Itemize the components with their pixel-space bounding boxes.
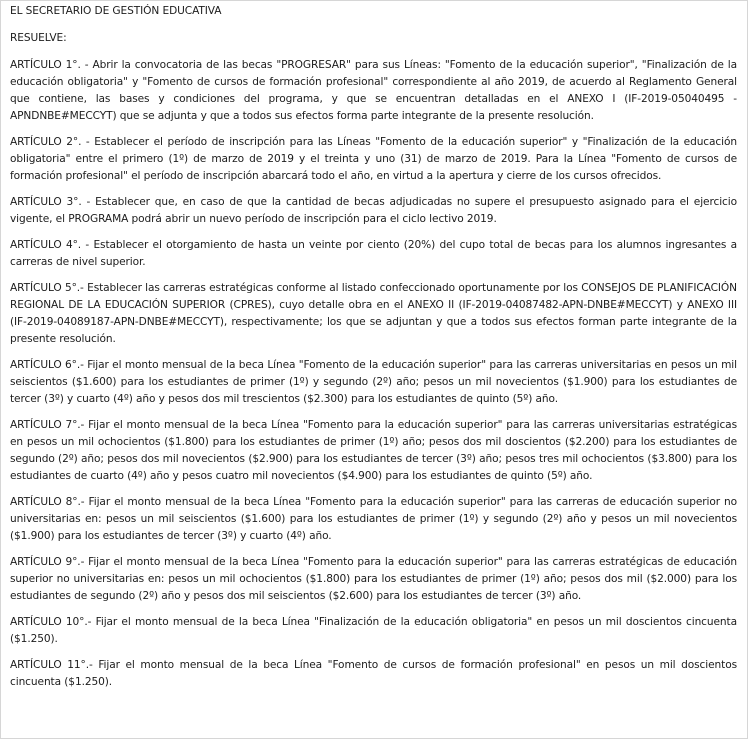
article-5: ARTÍCULO 5°.- Establecer las carreras estratégicas conforme al listado confeccionado oportunamente por los CONSEJOS DE PLANIFICACIÓN REGIONAL DE LA EDUCACIÓN SUPERIOR (CPRES), cuyo detalle obra en el ANEXO II (IF-2019-04087482-APN-DNBE#MECCYT) y ANEXO III (IF-2019-04089187-APN-DNBE#MECCYT), respectivamente; los que se adjuntan y que a todos sus efectos forman parte integrante de la presente resolución. (10, 282, 737, 345)
article-6: ARTÍCULO 6°.- Fijar el monto mensual de la beca Línea "Fomento de la educación superior" para las carreras universitarias en pesos un mil seiscientos ($1.600) para los estudiantes de primer (1º) y segundo (2º) año; pesos un mil novecientos ($1.900) para los estudiantes de tercer (3º) y cuarto (4º) año y pesos dos mil trescientos ($2.300) para los estudiantes de quinto (5º) año. (10, 359, 737, 405)
article-8: ARTÍCULO 8°.- Fijar el monto mensual de la beca Línea "Fomento para la educación superior" para las carreras de educación superior no universitarias en: pesos un mil seiscientos ($1.600) para los estudiantes de primer (1º) y segundo (2º) año y pesos un mil novecientos ($1.900) para los estudiantes de tercer (3º) y cuarto (4º) año. (10, 496, 737, 542)
article-9: ARTÍCULO 9°.- Fijar el monto mensual de la beca Línea "Fomento para la educación superior" para las carreras estratégicas de educación superior no universitarias en: pesos un mil ochocientos ($1.800) para los estudiantes de primer (1º) año; pesos dos mil ($2.000) para los estudiantes de segundo (2º) año y pesos dos mil seiscientos ($2.600) para los estudiantes de tercer (3º) año. (10, 556, 737, 602)
article-4: ARTÍCULO 4°. - Establecer el otorgamiento de hasta un veinte por ciento (20%) del cupo total de becas para los alumnos ingresantes a carreras de nivel superior. (10, 239, 737, 268)
document-header: EL SECRETARIO DE GESTIÓN EDUCATIVA (10, 5, 222, 17)
article-1: ARTÍCULO 1°. - Abrir la convocatoria de las becas "PROGRESAR" para sus Líneas: "Fomento de la educación superior", "Finalización de la educación obligatoria" y "Fomento de cursos de formación profesional" correspondiente al año 2019, de acuerdo al Reglamento General que contiene, las bases y condiciones del programa, y que se encuentran detalladas en el ANEXO I (IF-2019-05040495 -APNDNBE#MECCYT) que se adjunta y que a todos sus efectos forma parte integrante de la presente resolución. (10, 59, 737, 122)
article-3: ARTÍCULO 3°. - Establecer que, en caso de que la cantidad de becas adjudicadas no supere el presupuesto asignado para el ejercicio vigente, el PROGRAMA podrá abrir un nuevo período de inscripción para el ciclo lectivo 2019. (10, 196, 737, 225)
article-7: ARTÍCULO 7°.- Fijar el monto mensual de la beca Línea "Fomento para la educación superior" para las carreras universitarias estratégicas en pesos un mil ochocientos ($1.800) para los estudiantes de primer (1º) año; pesos dos mil doscientos ($2.200) para los estudiantes de segundo (2º) año; pesos dos mil novecientos ($2.900) para los estudiantes de tercer (3º) año; pesos tres mil ochocientos ($3.800) para los estudiantes de cuarto (4º) año y pesos cuatro mil novecientos ($4.900) para los estudiantes de quinto (5º) año. (10, 419, 737, 482)
document-body (1, 1, 747, 691)
resuelve-heading: RESUELVE: (10, 32, 67, 44)
article-2: ARTÍCULO 2°. - Establecer el período de inscripción para las Líneas "Fomento de la educación superior" y "Finalización de la educación obligatoria" entre el primero (1º) de marzo de 2019 y el treinta y uno (31) de marzo de 2019. Para la Línea "Fomento de cursos de formación profesional" el período de inscripción abarcará todo el año, en virtud a la apertura y cierre de los cursos ofrecidos. (10, 136, 737, 182)
article-10: ARTÍCULO 10°.- Fijar el monto mensual de la beca Línea "Finalización de la educación obligatoria" en pesos un mil doscientos cincuenta ($1.250). (10, 616, 737, 645)
article-11: ARTÍCULO 11°.- Fijar el monto mensual de la beca Línea "Fomento de cursos de formación profesional" en pesos un mil doscientos cincuenta ($1.250). (10, 659, 737, 688)
